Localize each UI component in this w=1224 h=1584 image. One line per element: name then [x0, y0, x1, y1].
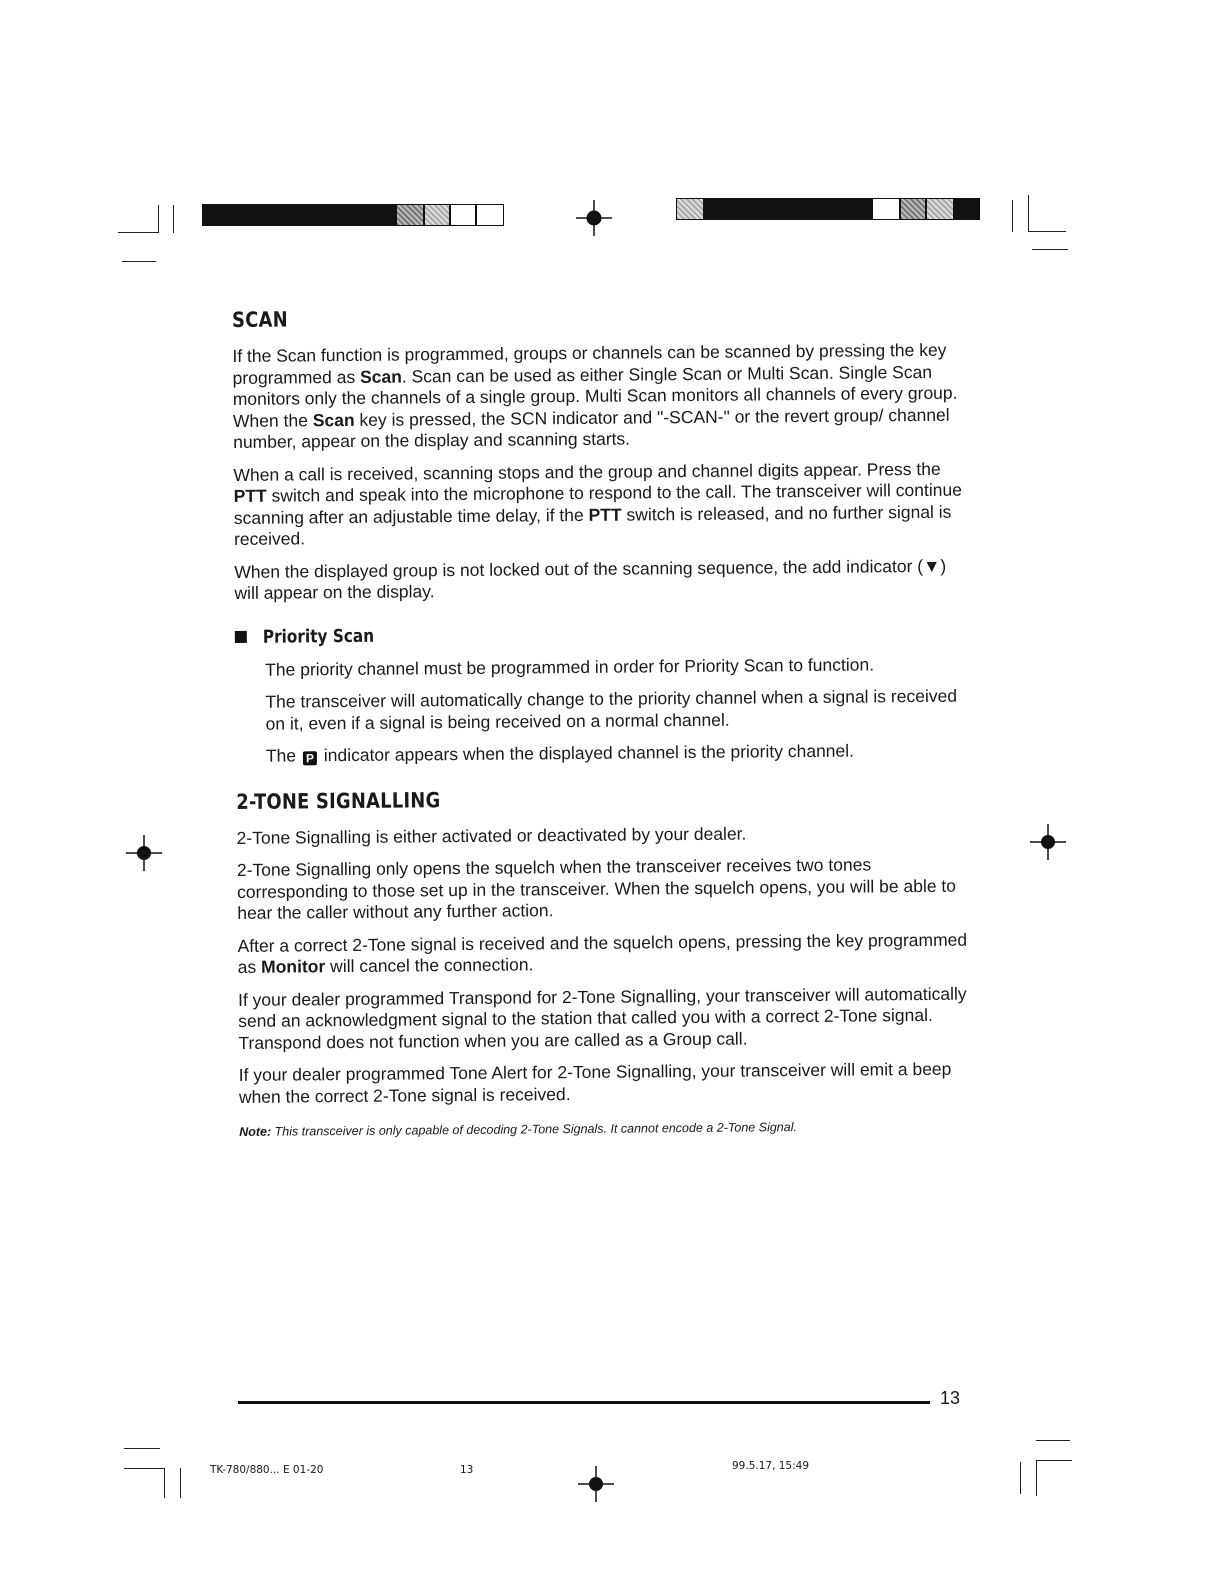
registration-target-icon	[1028, 822, 1068, 862]
crop-mark	[1028, 195, 1029, 232]
gray-patch	[396, 204, 424, 226]
note	[239, 1116, 971, 1144]
registration-target-icon	[124, 833, 164, 873]
text: The	[265, 745, 302, 766]
gray-patch	[900, 198, 926, 220]
crop-mark	[1036, 1460, 1072, 1461]
text: will cancel the connection.	[325, 954, 534, 977]
text: After a correct 2-Tone signal is received and the squelch opens, pressing the key programmed as	[237, 929, 968, 977]
footer-slug-left: TK-780/880... E 01-20	[210, 1464, 324, 1476]
two-tone-paragraph-4: If your dealer programmed Transpond for 2-Tone Signalling, your transceiver will automatically send an acknowledgment signal to the station that called you with a correct 2-Tone signal. Transpond does not function when you are called as a Group call.	[237, 983, 967, 1053]
two-tone-paragraph-2: 2-Tone Signalling only opens the squelch when the transceiver receives two tones corresponding to those set up in the transceiver. When the squelch opens, you will be able to hear the caller without any further action.	[236, 854, 957, 923]
white-patch	[872, 198, 900, 220]
crop-mark	[173, 205, 174, 233]
priority-scan-heading	[235, 620, 967, 647]
key-name: Monitor	[261, 956, 326, 977]
footer-slug-right: 99.5.17, 15:49	[732, 1460, 810, 1472]
crop-mark	[1032, 249, 1068, 250]
bullet-square-icon	[235, 631, 247, 643]
text: . Scan can be used as either Single Scan or Multi Scan. Single Scan monitors only the channels of a single group. Multi Scan monitors all channels of every group. When the	[232, 361, 958, 431]
footer-slug-center: 13	[460, 1464, 474, 1476]
crop-mark	[1036, 1440, 1070, 1441]
page-number: 13	[940, 1388, 961, 1408]
two-tone-paragraph-3	[237, 929, 969, 978]
footer-rule	[238, 1401, 930, 1404]
white-patch	[476, 204, 504, 226]
two-tone-paragraph-1: 2-Tone Signalling is either activated or deactivated by your dealer.	[236, 823, 747, 848]
gray-patch	[676, 198, 704, 220]
priority-paragraph-2: The transceiver will automatically change to the priority channel when a signal is received on it, even if a signal is being received on a normal channel.	[265, 685, 958, 734]
key-name: PTT	[233, 485, 267, 506]
two-tone-paragraph-5: If your dealer programmed Tone Alert for 2-Tone Signalling, your transceiver will emit a beep when the correct 2-Tone signal is received.	[238, 1058, 952, 1107]
crop-mark	[164, 1468, 165, 1498]
text: switch is released, and no further signal is received.	[233, 501, 952, 549]
scan-paragraph-2	[233, 458, 966, 550]
crop-mark	[1036, 1460, 1037, 1496]
text: key is pressed, the SCN indicator and "-SCAN-" or the revert group/ channel number, appear on the display and scanning starts.	[233, 404, 950, 452]
text: If the Scan function is programmed, groups or channels can be scanned by pressing the key programmed as	[232, 339, 947, 388]
registration-target-icon	[576, 1464, 616, 1504]
note-text: This transceiver is only capable of decoding 2-Tone Signals. It cannot encode a 2-Tone Signal.	[271, 1120, 797, 1139]
scan-paragraph-1	[232, 340, 965, 454]
white-patch	[450, 204, 476, 226]
registration-target-icon	[574, 198, 614, 238]
two-tone-heading: 2-TONE SIGNALLING	[236, 787, 441, 814]
gray-patch	[926, 198, 954, 220]
priority-indicator-icon: P	[303, 751, 317, 765]
scan-paragraph-3: When the displayed group is not locked out of the scanning sequence, the add indicator (▼) will appear on the display.	[234, 555, 947, 603]
print-color-bar-left	[202, 204, 504, 226]
crop-mark	[1012, 200, 1013, 232]
crop-mark	[124, 1448, 160, 1449]
text: switch and speak into the microphone to respond to the call. The transceiver will continue scanning after an adjustable time delay, if the	[233, 479, 962, 528]
note-label: Note:	[239, 1124, 272, 1139]
crop-mark	[122, 261, 156, 262]
key-name: PTT	[588, 504, 622, 525]
crop-mark	[124, 1468, 164, 1469]
gray-patch	[424, 204, 450, 226]
heading-text: Priority Scan	[262, 625, 375, 648]
crop-mark	[118, 232, 158, 233]
crop-mark	[158, 205, 159, 233]
crop-mark	[180, 1468, 181, 1498]
priority-paragraph-1: The priority channel must be programmed in order for Priority Scan to function.	[265, 653, 875, 680]
text: indicator appears when the displayed channel is the priority channel.	[318, 740, 855, 766]
key-name: Scan	[359, 366, 402, 387]
priority-paragraph-3	[266, 740, 968, 768]
page-content	[232, 302, 971, 1155]
scan-heading: SCAN	[232, 307, 288, 332]
crop-mark	[1020, 1462, 1021, 1494]
key-name: Scan	[312, 409, 355, 430]
text: When a call is received, scanning stops and the group and channel digits appear. Press the	[233, 458, 941, 485]
crop-mark	[1028, 231, 1066, 232]
print-color-bar-right	[676, 198, 980, 220]
